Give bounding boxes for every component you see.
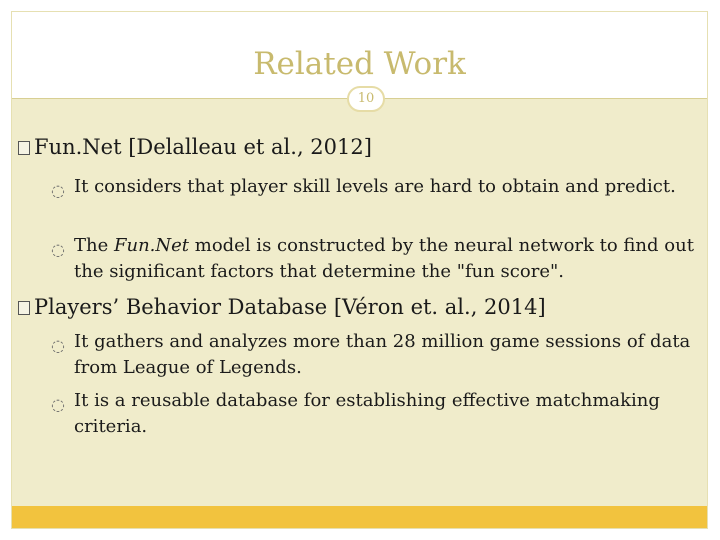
- footer-band: [12, 506, 707, 528]
- list-item-text-pre: The: [74, 235, 114, 256]
- section-heading-funnet: [18, 135, 372, 159]
- circle-bullet-icon: ◌: [51, 240, 65, 259]
- list-item: [51, 233, 701, 285]
- list-item-text-post: model is constructed by the neural network to find out the significant factors that determine the "fun score".: [74, 235, 694, 282]
- list-item-emphasis: Fun.Net: [113, 235, 190, 256]
- slide-body: [12, 99, 707, 509]
- section-heading-text: Players’ Behavior Database [Véron et. al., 2014]: [34, 295, 546, 319]
- circle-bullet-icon: ◌: [51, 181, 65, 200]
- slide: [11, 11, 708, 529]
- page-number-badge: 10: [347, 86, 385, 112]
- square-bullet-icon: [18, 301, 30, 315]
- circle-bullet-icon: ◌: [51, 336, 65, 355]
- list-item: [51, 174, 701, 200]
- list-item-text: It considers that player skill levels are hard to obtain and predict.: [74, 176, 676, 197]
- list-item-text: [74, 233, 701, 285]
- section-heading-behavior-db: [18, 295, 546, 319]
- list-item-text: It is a reusable database for establishing effective matchmaking criteria.: [74, 390, 660, 437]
- slide-title: Related Work: [253, 46, 466, 82]
- circle-bullet-icon: ◌: [51, 395, 65, 414]
- square-bullet-icon: [18, 141, 30, 155]
- list-item: [51, 388, 701, 440]
- list-item: [51, 329, 701, 381]
- section-heading-text: Fun.Net [Delalleau et al., 2012]: [34, 135, 372, 159]
- list-item-text: It gathers and analyzes more than 28 million game sessions of data from League of Legends.: [74, 331, 691, 378]
